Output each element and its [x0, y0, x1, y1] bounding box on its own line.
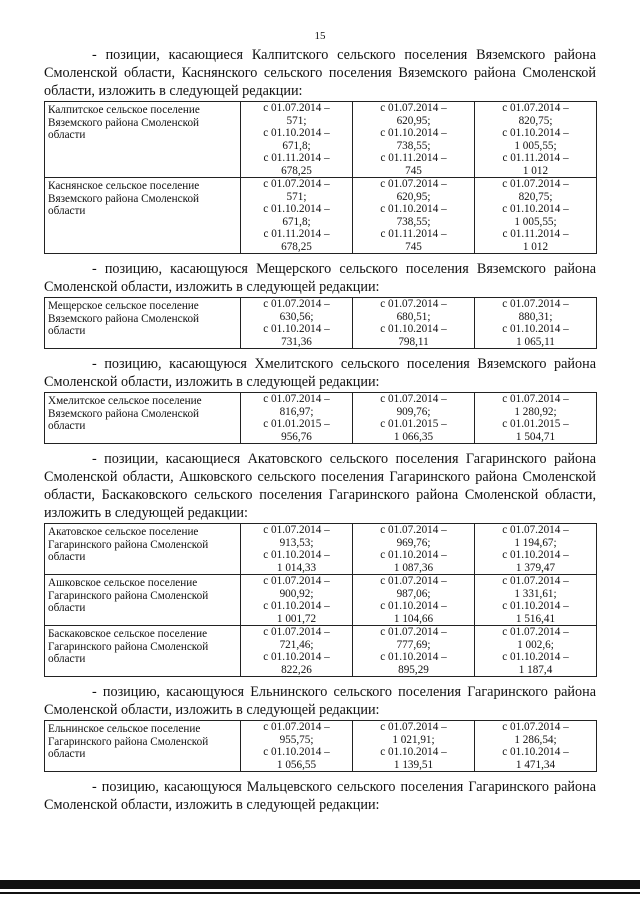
section-intro: [44, 683, 596, 719]
tariff-line: с 01.07.2014 –: [263, 721, 330, 733]
tariff-cell: [475, 721, 597, 772]
tariff-line: 671,8;: [282, 215, 311, 228]
tariff-table: [44, 101, 597, 254]
tariff-line: 909,76;: [396, 405, 431, 418]
settlement-name: Баскаковское сельское поселение Гагаринского района Смоленской области: [45, 626, 241, 677]
tariff-cell: [475, 393, 597, 444]
tariff-line: 1 187,4: [518, 663, 553, 676]
tariff-line: с 01.01.2015 –: [502, 418, 569, 430]
tariff-line: с 01.07.2014 –: [263, 524, 330, 536]
tariff-line: с 01.07.2014 –: [502, 298, 569, 310]
tariff-line: с 01.07.2014 –: [502, 524, 569, 536]
tariff-line: 1 012: [522, 240, 549, 253]
tariff-line: с 01.07.2014 –: [380, 575, 447, 587]
tariff-cell: [475, 626, 597, 677]
tariff-cell: [241, 102, 353, 178]
tariff-cell: [475, 575, 597, 626]
tariff-line: с 01.10.2014 –: [502, 127, 569, 139]
tariff-line: с 01.07.2014 –: [502, 102, 569, 114]
tariff-line: с 01.10.2014 –: [380, 549, 447, 561]
tariff-line: с 01.01.2015 –: [263, 418, 330, 430]
settlement-name: Калпитское сельское поселение Вяземского района Смоленской области: [45, 102, 241, 178]
tariff-line: 816,97;: [279, 405, 314, 418]
table-row: [45, 178, 597, 254]
section-intro: [44, 355, 596, 391]
tariff-line: 738,55;: [396, 139, 431, 152]
section-intro-text: - позиции, касающиеся Акатовского сельского поселения Гагаринского района Смоленской области, Ашковского сельского поселения Гагаринского района Смоленской области, Баскаковского сельского поселения Гагаринского района Смоленской области, изложить в следующей редакции:: [44, 451, 596, 521]
tariff-table: [44, 297, 597, 349]
tariff-line: 880,31;: [518, 310, 553, 323]
tariff-line: 895,29: [398, 663, 429, 676]
tariff-line: с 01.07.2014 –: [380, 298, 447, 310]
tariff-cell: [241, 393, 353, 444]
table-row: [45, 626, 597, 677]
tariff-table: [44, 392, 597, 444]
tariff-cell: [475, 298, 597, 349]
settlement-name: Ельнинское сельское поселение Гагаринского района Смоленской области: [45, 721, 241, 772]
tariff-line: 822,26: [281, 663, 312, 676]
tariff-line: 956,76: [281, 430, 312, 443]
tariff-line: 680,51;: [396, 310, 431, 323]
tariff-line: с 01.07.2014 –: [502, 178, 569, 190]
tariff-cell: [353, 575, 475, 626]
section-intro-text: - позицию, касающуюся Хмелитского сельского поселения Вяземского района Смоленской области, изложить в следующей редакции:: [44, 356, 596, 390]
tariff-cell: [241, 524, 353, 575]
tariff-line: 820,75;: [518, 190, 553, 203]
tariff-cell: [353, 298, 475, 349]
tariff-line: с 01.10.2014 –: [263, 549, 330, 561]
table-row: [45, 575, 597, 626]
closing-paragraph: [44, 778, 596, 814]
tariff-line: с 01.10.2014 –: [263, 600, 330, 612]
settlement-name: Хмелитское сельское поселение Вяземского района Смоленской области: [45, 393, 241, 444]
tariff-line: с 01.10.2014 –: [502, 746, 569, 758]
tariff-line: с 01.11.2014 –: [502, 228, 569, 240]
tariff-cell: [353, 524, 475, 575]
tariff-line: 1 139,51: [393, 758, 434, 771]
tariff-line: с 01.07.2014 –: [502, 721, 569, 733]
tariff-line: с 01.11.2014 –: [263, 228, 330, 240]
table-row: [45, 298, 597, 349]
tariff-table: [44, 720, 597, 772]
tariff-cell: [353, 626, 475, 677]
tariff-cell: [353, 393, 475, 444]
tariff-line: с 01.10.2014 –: [263, 746, 330, 758]
tariff-line: с 01.11.2014 –: [380, 228, 447, 240]
tariff-line: 1 104,66: [393, 612, 434, 625]
section-intro-text: - позиции, касающиеся Калпитского сельского поселения Вяземского района Смоленской области, Каснянского сельского поселения Вяземского района Смоленской области, изложить в следующей редакции:: [44, 47, 596, 99]
settlement-name: Акатовское сельское поселение Гагаринского района Смоленской области: [45, 524, 241, 575]
tariff-cell: [475, 178, 597, 254]
page-number: 15: [314, 30, 326, 42]
tariff-line: с 01.10.2014 –: [380, 203, 447, 215]
tariff-line: с 01.07.2014 –: [380, 721, 447, 733]
section-intro-text: - позицию, касающуюся Мещерского сельского поселения Вяземского района Смоленской области, изложить в следующей редакции:: [44, 261, 596, 295]
tariff-cell: [241, 298, 353, 349]
tariff-line: 671,8;: [282, 139, 311, 152]
tariff-line: с 01.07.2014 –: [380, 178, 447, 190]
tariff-line: 745: [405, 240, 422, 253]
tariff-line: 1 471,34: [515, 758, 556, 771]
tariff-cell: [353, 178, 475, 254]
tariff-line: с 01.01.2015 –: [380, 418, 447, 430]
table-row: [45, 102, 597, 178]
tariff-line: 1 504,71: [515, 430, 556, 443]
tariff-line: с 01.07.2014 –: [380, 626, 447, 638]
footer-rule-thin: [0, 892, 640, 894]
tariff-line: 955,75;: [279, 733, 314, 746]
tariff-line: 1 087,36: [393, 561, 434, 574]
section-intro-text: - позицию, касающуюся Ельнинского сельского поселения Гагаринского района Смоленской области, изложить в следующей редакции:: [44, 684, 596, 718]
tariff-line: 820,75;: [518, 114, 553, 127]
tariff-line: с 01.10.2014 –: [263, 323, 330, 335]
tariff-line: 721,46;: [279, 638, 314, 651]
document-body: [44, 46, 596, 814]
tariff-line: с 01.11.2014 –: [380, 152, 447, 164]
tariff-line: 620,95;: [396, 190, 431, 203]
tariff-line: 678,25: [281, 164, 312, 177]
tariff-line: 1 012: [522, 164, 549, 177]
tariff-cell: [353, 102, 475, 178]
tariff-line: 1 194,67;: [514, 536, 557, 549]
tariff-line: с 01.10.2014 –: [502, 600, 569, 612]
tariff-cell: [475, 102, 597, 178]
section-intro: [44, 450, 596, 522]
table-row: [45, 393, 597, 444]
tariff-line: 1 021,91;: [392, 733, 435, 746]
tariff-line: 798,11: [398, 335, 429, 348]
tariff-cell: [241, 721, 353, 772]
sections: [44, 46, 596, 772]
tariff-line: 987,06;: [396, 587, 431, 600]
tariff-line: 1 331,61;: [514, 587, 557, 600]
tariff-line: 913,53;: [279, 536, 314, 549]
tariff-line: с 01.07.2014 –: [263, 575, 330, 587]
tariff-line: 1 066,35: [393, 430, 434, 443]
tariff-line: с 01.10.2014 –: [502, 323, 569, 335]
tariff-line: с 01.10.2014 –: [502, 203, 569, 215]
tariff-line: 1 002,6;: [517, 638, 554, 651]
section-intro: [44, 260, 596, 296]
tariff-line: 969,76;: [396, 536, 431, 549]
tariff-line: 731,36: [281, 335, 312, 348]
tariff-line: 738,55;: [396, 215, 431, 228]
tariff-line: с 01.10.2014 –: [263, 203, 330, 215]
tariff-line: 745: [405, 164, 422, 177]
tariff-line: 1 001,72: [276, 612, 317, 625]
tariff-line: с 01.11.2014 –: [263, 152, 330, 164]
table-row: [45, 524, 597, 575]
tariff-line: с 01.10.2014 –: [502, 549, 569, 561]
tariff-line: 1 005,55;: [514, 139, 557, 152]
tariff-line: с 01.07.2014 –: [263, 626, 330, 638]
tariff-line: с 01.10.2014 –: [380, 651, 447, 663]
tariff-line: с 01.07.2014 –: [263, 393, 330, 405]
tariff-line: 571;: [286, 114, 307, 127]
tariff-line: с 01.10.2014 –: [502, 651, 569, 663]
tariff-line: с 01.11.2014 –: [502, 152, 569, 164]
tariff-line: с 01.10.2014 –: [263, 651, 330, 663]
closing-text: - позицию, касающуюся Мальцевского сельского поселения Гагаринского района Смоленской области, изложить в следующей редакции:: [44, 779, 596, 813]
settlement-name: Каснянское сельское поселение Вяземского района Смоленской области: [45, 178, 241, 254]
tariff-line: 1 056,55: [276, 758, 317, 771]
tariff-line: с 01.07.2014 –: [263, 102, 330, 114]
tariff-line: 630,56;: [279, 310, 314, 323]
tariff-line: 1 005,55;: [514, 215, 557, 228]
tariff-line: 1 065,11: [516, 335, 555, 348]
tariff-line: 1 379,47: [515, 561, 556, 574]
tariff-line: 1 014,33: [276, 561, 317, 574]
tariff-line: с 01.10.2014 –: [380, 127, 447, 139]
tariff-cell: [241, 178, 353, 254]
footer-rule-thick: [0, 880, 640, 889]
tariff-cell: [475, 524, 597, 575]
settlement-name: Мещерское сельское поселение Вяземского района Смоленской области: [45, 298, 241, 349]
tariff-line: с 01.07.2014 –: [380, 524, 447, 536]
tariff-cell: [241, 626, 353, 677]
tariff-line: с 01.10.2014 –: [380, 600, 447, 612]
tariff-line: 571;: [286, 190, 307, 203]
tariff-line: с 01.07.2014 –: [263, 178, 330, 190]
tariff-line: 620,95;: [396, 114, 431, 127]
tariff-cell: [353, 721, 475, 772]
section-intro: [44, 46, 596, 100]
tariff-line: 678,25: [281, 240, 312, 253]
tariff-line: с 01.07.2014 –: [502, 393, 569, 405]
tariff-line: 1 286,54;: [514, 733, 557, 746]
tariff-line: 777,69;: [396, 638, 431, 651]
tariff-line: с 01.10.2014 –: [380, 746, 447, 758]
tariff-line: с 01.07.2014 –: [263, 298, 330, 310]
tariff-line: 1 280,92;: [514, 405, 557, 418]
tariff-line: с 01.07.2014 –: [380, 102, 447, 114]
tariff-cell: [241, 575, 353, 626]
settlement-name: Ашковское сельское поселение Гагаринского района Смоленской области: [45, 575, 241, 626]
tariff-line: с 01.07.2014 –: [380, 393, 447, 405]
tariff-table: [44, 523, 597, 677]
tariff-line: 1 516,41: [515, 612, 556, 625]
tariff-line: с 01.10.2014 –: [263, 127, 330, 139]
tariff-line: с 01.10.2014 –: [380, 323, 447, 335]
table-row: [45, 721, 597, 772]
tariff-line: с 01.07.2014 –: [502, 575, 569, 587]
tariff-line: 900,92;: [279, 587, 314, 600]
tariff-line: с 01.07.2014 –: [502, 626, 569, 638]
